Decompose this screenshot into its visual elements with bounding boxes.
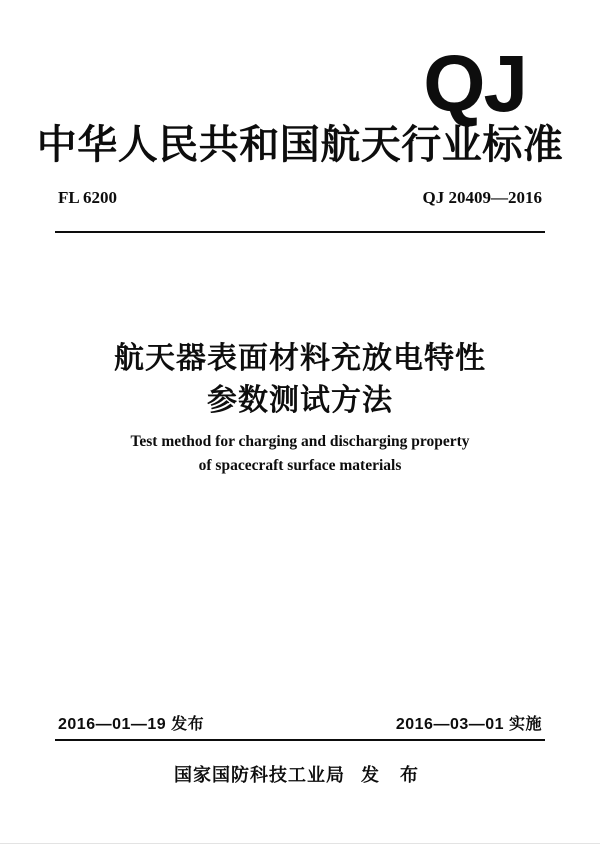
- publisher-name: 国家国防科技工业局: [173, 765, 345, 785]
- date-row: [58, 711, 542, 734]
- classification-code: FL 6200: [58, 188, 118, 207]
- issue-date: 2016—01—19 发布: [58, 716, 205, 733]
- footer-divider: [55, 739, 545, 741]
- standard-series-title: 中华人民共和国航天行业标准: [36, 123, 564, 167]
- publisher-line: [0, 761, 600, 787]
- header-divider: [55, 231, 545, 233]
- document-title-en-line2: of spacecraft surface materials: [198, 457, 402, 474]
- code-row: [58, 188, 542, 208]
- standard-number: QJ 20409—2016: [422, 188, 542, 207]
- document-title-en-line1: Test method for charging and discharging property: [130, 433, 470, 450]
- qj-logo: QJ: [423, 39, 526, 128]
- document-title-cn-line1: 航天器表面材料充放电特性: [114, 342, 486, 375]
- document-title-cn-line2: 参数测试方法: [207, 384, 393, 417]
- document-title-en: [0, 430, 600, 478]
- document-title-cn: [0, 338, 600, 422]
- publisher-action: 发 布: [360, 765, 426, 785]
- implementation-date: 2016—03—01 实施: [395, 716, 542, 733]
